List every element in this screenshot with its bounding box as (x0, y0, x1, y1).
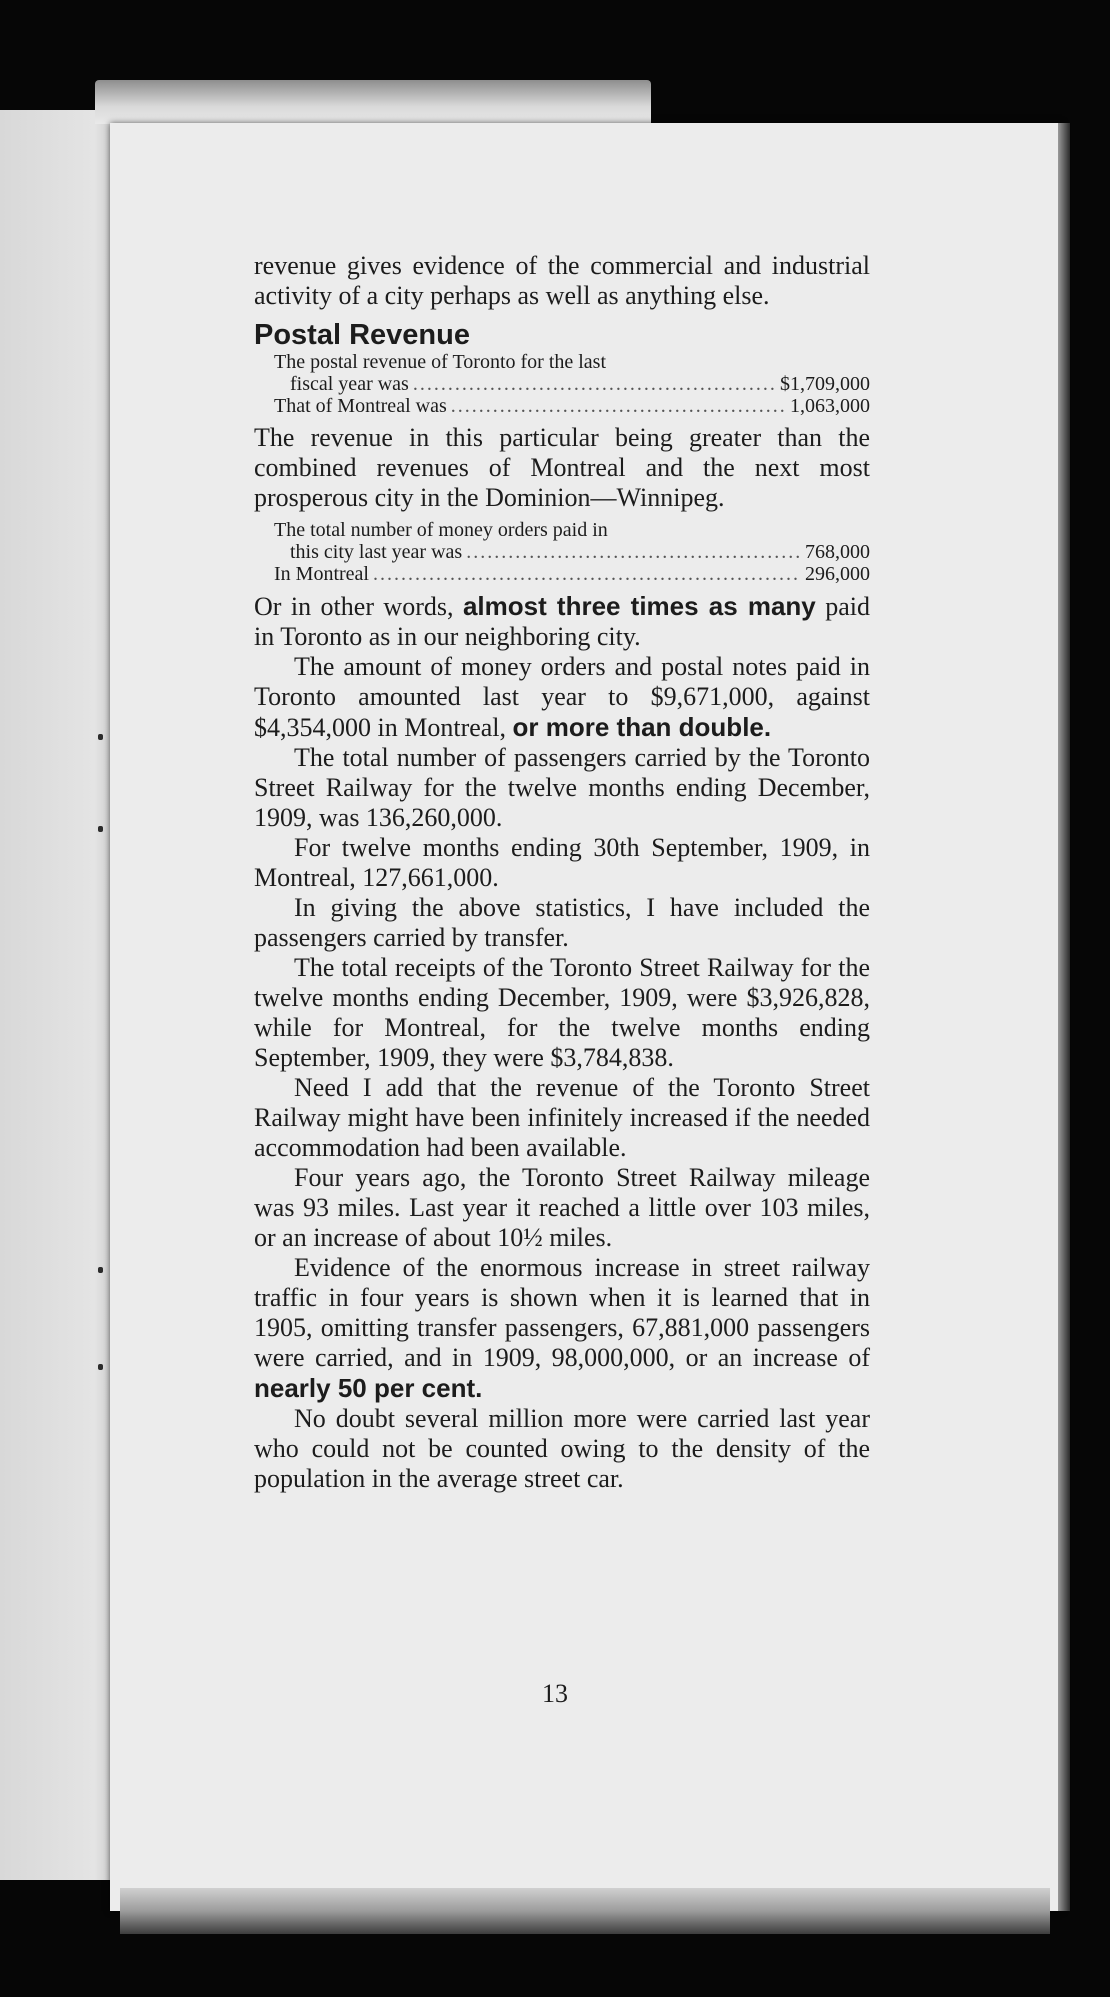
margin-mark (98, 1364, 103, 1370)
stat-label: In Montreal (274, 563, 369, 585)
text-run: The amount of money orders and postal notes paid in Toronto amounted last year to $9,671,000, against $4,354,000 in Montreal, (254, 652, 870, 742)
paragraph-twelve-months: For twelve months ending 30th September, 1909, in Montreal, 127,661,000. (254, 833, 870, 892)
stat-row-toronto-orders (254, 541, 870, 563)
stat-lead-postal: The postal revenue of Toronto for the last (274, 351, 607, 373)
stat-row-toronto-postal (254, 373, 870, 395)
page-top-edge (95, 80, 651, 124)
bold-text: almost three times as many (462, 591, 816, 621)
stat-row-montreal-postal (254, 395, 870, 417)
stat-value: 1,063,000 (790, 395, 870, 417)
page-right-shadow (1058, 123, 1070, 1911)
paragraph-intro: revenue gives evidence of the commercial and industrial activity of a city perhaps as well as anything else. (254, 251, 870, 310)
margin-mark (98, 734, 103, 740)
margin-mark (98, 1267, 103, 1273)
paragraph-statistics-note: In giving the above statistics, I have included the passengers carried by transfer. (254, 893, 870, 952)
text-run: Or in other words, (254, 592, 463, 621)
stat-label: fiscal year was (290, 373, 409, 395)
paragraph-mileage: Four years ago, the Toronto Street Railway mileage was 93 miles. Last year it reached a little over 103 miles, or an increase of about 10½ miles. (254, 1163, 870, 1252)
paragraph-no-doubt: No doubt several million more were carried last year who could not be counted owing to the density of the population in the average street car. (254, 1404, 870, 1493)
stat-label: this city last year was (290, 541, 463, 563)
stat-row-montreal-orders (254, 563, 870, 585)
bold-text: nearly 50 per cent. (254, 1373, 483, 1403)
stat-value: 296,000 (805, 563, 870, 585)
stat-label: That of Montreal was (274, 395, 447, 417)
bold-text: or more than double. (512, 712, 772, 742)
section-heading: Postal Revenue (254, 319, 470, 351)
facing-page-edge (0, 110, 118, 1880)
stat-value: $1,709,000 (780, 373, 870, 395)
paragraph-money-orders (254, 652, 870, 743)
paragraph-need: Need I add that the revenue of the Toronto Street Railway might have been infinitely increased if the needed accommodation had been available. (254, 1073, 870, 1162)
text-run: paid in Toronto as in our neighboring city. (254, 592, 870, 651)
leader-dots (373, 563, 801, 585)
paragraph-evidence (254, 1253, 870, 1404)
leader-dots (466, 541, 801, 563)
stat-lead-money-orders: The total number of money orders paid in (274, 519, 608, 541)
paragraph-revenue: The revenue in this particular being greater than the combined revenues of Montreal and the next most prosperous city in the Dominion—Winnipeg. (254, 423, 870, 512)
leader-dots (451, 395, 786, 417)
stat-value: 768,000 (805, 541, 870, 563)
page-number: 13 (542, 1679, 568, 1708)
paragraph-passengers: The total number of passengers carried by the Toronto Street Railway for the twelve months ending December, 1909, was 136,260,000. (254, 743, 870, 832)
paragraph-other-words (254, 591, 870, 652)
leader-dots (413, 373, 776, 395)
page-bottom-edge (120, 1888, 1050, 1934)
paragraph-receipts: The total receipts of the Toronto Street Railway for the twelve months ending December, 1909, were $3,926,828, while for Montreal, for the twelve months ending September, 1909, they were $3,784,838. (254, 953, 870, 1072)
page-body (254, 251, 870, 1494)
margin-mark (98, 826, 103, 832)
text-run: Evidence of the enormous increase in street railway traffic in four years is shown when it is learned that in 1905, omitting transfer passengers, 67,881,000 passengers were carried, and in 1909, 98,000,000, or an increase of (254, 1253, 870, 1372)
